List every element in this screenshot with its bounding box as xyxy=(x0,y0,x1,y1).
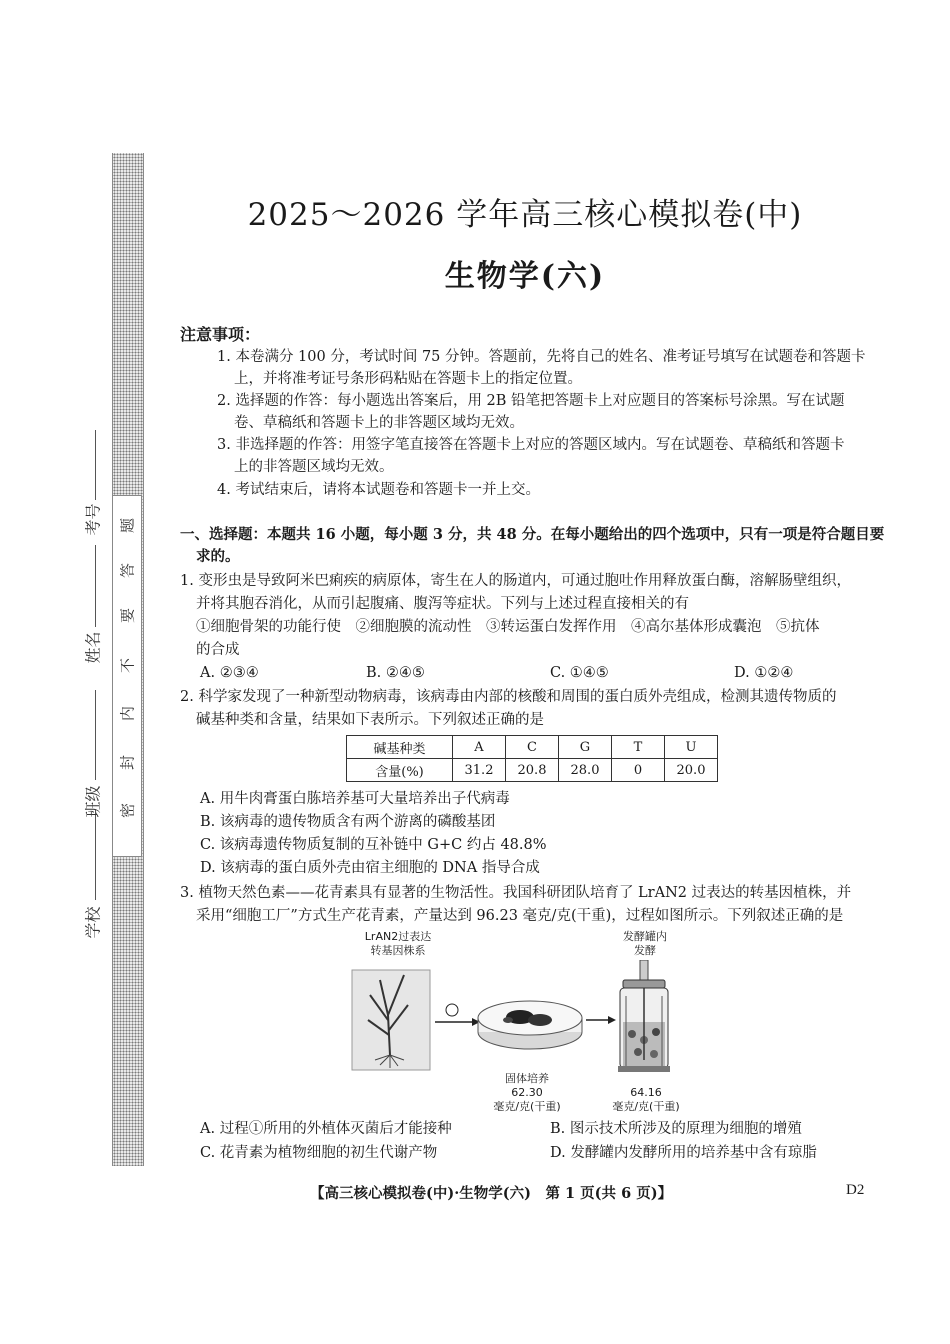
arrow-step-1 xyxy=(435,1004,480,1026)
q2-option-b: B. 该病毒的遗传物质含有两个游离的磷酸基团 xyxy=(200,814,496,830)
q3-option-a: A. 过程①所用的外植体灭菌后才能接种 xyxy=(200,1121,452,1137)
q1-stem: 并将其胞吞消化，从而引起腹痛、腹泻等症状。下列与上述过程直接相关的有 xyxy=(196,596,689,612)
seal-char: 题 xyxy=(118,518,137,534)
seal-char: 答 xyxy=(118,563,137,579)
q3-option-b: B. 图示技术所涉及的原理为细胞的增殖 xyxy=(550,1121,802,1137)
plant-label-line: LrAN2过表达 xyxy=(364,930,432,943)
fermenter-unit: 毫克/克(干重) xyxy=(612,1100,680,1113)
fermenter-label xyxy=(590,930,700,958)
arrow-step-2 xyxy=(586,1016,616,1024)
q2-stem: 碱基种类和含量，结果如下表所示。下列叙述正确的是 xyxy=(196,712,544,728)
seal-char: 内 xyxy=(118,706,137,722)
transgenic-plant-image xyxy=(352,970,430,1070)
notice-line: 卷、草稿纸和答题卡上的非答题区域均无效。 xyxy=(234,415,524,431)
table-cell: 0 xyxy=(612,759,665,782)
table-cell: 含量(%) xyxy=(347,759,453,782)
q1-option-c: C. ①④⑤ xyxy=(550,665,609,681)
table-cell: 28.0 xyxy=(559,759,612,782)
q3-stem: 3. 植物天然色素——花青素具有显著的生物活性。我国科研团队培育了 LrAN2 过表达的转基因植株，并 xyxy=(180,885,852,901)
notice-line: 上的非答题区域均无效。 xyxy=(234,459,394,475)
subject-title: 生物学(六) xyxy=(444,259,606,294)
name-blank[interactable] xyxy=(95,545,96,627)
table-cell: A xyxy=(453,736,506,759)
exam-title: 2025～2026 学年高三核心模拟卷(中) xyxy=(247,197,803,233)
table-header-row xyxy=(347,736,718,759)
notice-line: 3. 非选择题的作答：用签字笔直接答在答题卡上对应的答题区域内。写在试题卷、草稿纸和答题卡 xyxy=(217,437,845,453)
table-cell: 碱基种类 xyxy=(347,736,453,759)
fermenter-label-line: 发酵 xyxy=(634,944,656,957)
exam-no-blank[interactable] xyxy=(95,430,96,500)
name-label: 姓名 xyxy=(83,631,103,664)
exam-no-label: 考号 xyxy=(83,503,103,536)
plant-label xyxy=(343,930,453,958)
q2-option-c: C. 该病毒遗传物质复制的互补链中 G+C 约占 48.8% xyxy=(200,837,547,853)
q1-stem: ①细胞骨架的功能行使 ②细胞膜的流动性 ③转运蛋白发挥作用 ④高尔基体形成囊泡 ⑤抗体 xyxy=(196,619,820,635)
school-blank[interactable] xyxy=(95,810,96,900)
q1-option-a: A. ②③④ xyxy=(200,665,259,681)
q3-option-c: C. 花青素为植物细胞的初生代谢产物 xyxy=(200,1145,438,1161)
notice-line: 上，并将准考证号条形码粘贴在答题卡上的指定位置。 xyxy=(234,371,582,387)
table-cell: 20.0 xyxy=(665,759,718,782)
solid-culture-unit: 毫克/克(干重) xyxy=(493,1100,561,1113)
class-blank[interactable] xyxy=(95,690,96,780)
notice-line: 4. 考试结束后，请将本试题卷和答题卡一并上交。 xyxy=(217,482,540,498)
q1-stem: 的合成 xyxy=(196,642,240,658)
class-label: 班级 xyxy=(83,785,103,818)
seal-char: 要 xyxy=(118,608,137,624)
q2-option-d: D. 该病毒的蛋白质外壳由宿主细胞的 DNA 指导合成 xyxy=(200,860,540,876)
table-cell: T xyxy=(612,736,665,759)
seal-char: 封 xyxy=(118,755,137,771)
culture-process-figure xyxy=(340,960,720,1080)
notice-line: 1. 本卷满分 100 分，考试时间 75 分钟。答题前，先将自己的姓名、准考证号填写在试题卷和答题卡 xyxy=(217,349,866,365)
petri-dish-image xyxy=(478,1001,582,1049)
notice-heading: 注意事项： xyxy=(180,325,261,344)
table-cell: 31.2 xyxy=(453,759,506,782)
page-footer: 【高三核心模拟卷(中)·生物学(六) 第 1 页(共 6 页)】 xyxy=(310,1185,673,1202)
q1-option-d: D. ①②④ xyxy=(734,665,794,681)
table-cell: C xyxy=(506,736,559,759)
section-heading: 一、选择题：本题共 16 小题，每小题 3 分，共 48 分。在每小题给出的四个选项中，只有一项是符合题目要 xyxy=(180,526,885,543)
seal-char: 不 xyxy=(118,658,137,674)
notice-line: 2. 选择题的作答：每小题选出答案后，用 2B 铅笔把答题卡上对应题目的答案标号涂黑。写在试题 xyxy=(217,393,845,409)
seal-char: 密 xyxy=(118,803,137,819)
solid-culture-title: 固体培养 xyxy=(505,1072,549,1085)
q1-option-b: B. ②④⑤ xyxy=(366,665,425,681)
q2-stem: 2. 科学家发现了一种新型动物病毒，该病毒由内部的核酸和周围的蛋白质外壳组成，检测其遗传物质的 xyxy=(180,689,837,705)
solid-culture-label xyxy=(472,1072,582,1114)
section-heading-cont: 求的。 xyxy=(196,548,240,565)
fermenter-label-line: 发酵罐内 xyxy=(623,930,667,943)
paper-code: D2 xyxy=(846,1182,865,1198)
table-cell: G xyxy=(559,736,612,759)
fermenter-value: 64.16 xyxy=(630,1086,662,1099)
q1-stem: 1. 变形虫是导致阿米巴痢疾的病原体，寄生在人的肠道内，可通过胞吐作用释放蛋白酶，溶解肠壁组织， xyxy=(180,573,851,589)
plant-label-line: 转基因株系 xyxy=(370,944,426,957)
school-label: 学校 xyxy=(83,906,103,939)
q2-option-a: A. 用牛肉膏蛋白胨培养基可大量培养出子代病毒 xyxy=(200,791,510,807)
table-cell: U xyxy=(665,736,718,759)
table-row xyxy=(347,759,718,782)
fermenter-image xyxy=(618,960,670,1072)
table-cell: 20.8 xyxy=(506,759,559,782)
q3-option-d: D. 发酵罐内发酵所用的培养基中含有琼脂 xyxy=(550,1145,817,1161)
q3-stem: 采用“细胞工厂”方式生产花青素，产量达到 96.23 毫克/克(干重)，过程如图所示。下列叙述正确的是 xyxy=(196,908,844,924)
fermenter-yield-label xyxy=(591,1086,701,1114)
solid-culture-value: 62.30 xyxy=(511,1086,543,1099)
base-table xyxy=(346,735,718,782)
